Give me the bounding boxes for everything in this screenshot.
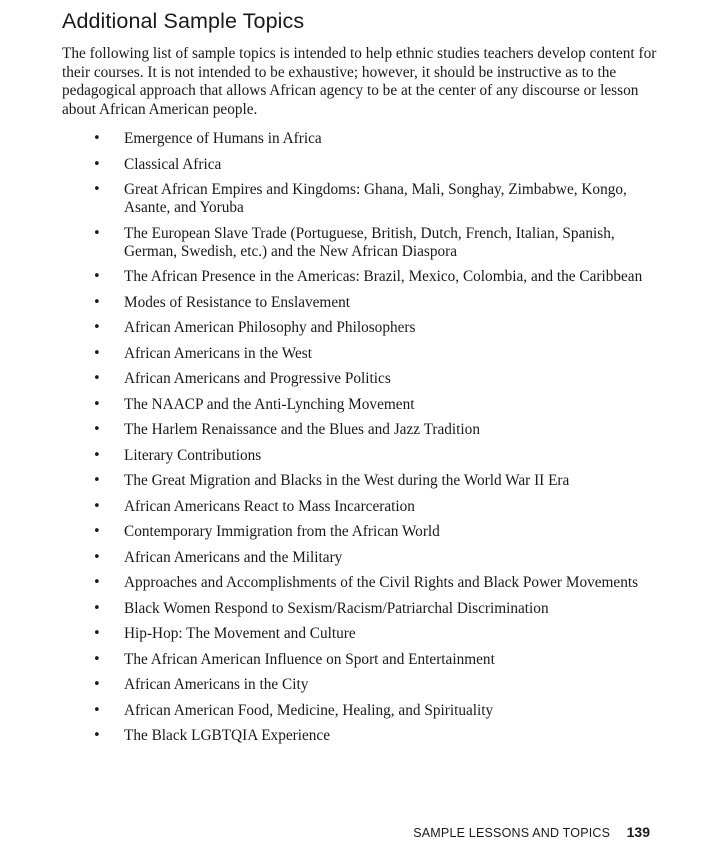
list-item-text: Black Women Respond to Sexism/Racism/Patriarchal Discrimination bbox=[124, 599, 549, 617]
list-item bbox=[0, 181, 644, 217]
list-item bbox=[0, 319, 644, 337]
list-item-text: African American Food, Medicine, Healing, and Spirituality bbox=[124, 701, 494, 719]
list-item-text: The NAACP and the Anti-Lynching Movement bbox=[124, 395, 415, 413]
list-item-text: Great African Empires and Kingdoms: Ghana, Mali, Songhay, Zimbabwe, Kongo, Asante, and Yoruba bbox=[124, 181, 627, 217]
list-item bbox=[0, 574, 644, 592]
list-item-text: Classical Africa bbox=[124, 155, 222, 173]
list-item bbox=[0, 727, 644, 745]
footer-section-label: SAMPLE LESSONS AND TOPICS bbox=[413, 826, 611, 840]
bullet-icon: • bbox=[93, 702, 101, 718]
list-item bbox=[0, 600, 644, 618]
page-number: 139 bbox=[626, 824, 650, 840]
list-item-text: The African American Influence on Sport and Entertainment bbox=[124, 650, 495, 668]
list-item bbox=[0, 447, 644, 465]
list-item bbox=[0, 345, 644, 363]
list-item bbox=[0, 625, 644, 643]
list-item bbox=[0, 268, 644, 286]
list-item bbox=[0, 225, 644, 261]
list-item bbox=[0, 676, 644, 694]
bullet-icon: • bbox=[93, 728, 101, 744]
bullet-icon: • bbox=[93, 575, 101, 591]
list-item-text: African Americans React to Mass Incarceration bbox=[124, 497, 415, 515]
bullet-icon: • bbox=[93, 182, 101, 197]
bullet-icon: • bbox=[93, 600, 101, 616]
list-item-text: Literary Contributions bbox=[124, 446, 262, 464]
bullet-icon: • bbox=[93, 294, 101, 310]
list-item-text: Approaches and Accomplishments of the Civil Rights and Black Power Movements bbox=[124, 574, 639, 592]
list-item-text: The Harlem Renaissance and the Blues and Jazz Tradition bbox=[124, 421, 480, 439]
bullet-icon: • bbox=[93, 651, 101, 667]
list-item-text: The Great Migration and Blacks in the West during the World War II Era bbox=[124, 472, 570, 490]
list-item bbox=[0, 396, 644, 414]
list-item bbox=[0, 472, 644, 490]
intro-paragraph: The following list of sample topics is intended to help ethnic studies teachers develop content for their courses. It is not intended to be exhaustive; however, it should be instructive as to the pedagogical approach that allows African agency to be at the center of any discourse or lesson about African American people. bbox=[62, 45, 657, 119]
list-item-text: Emergence of Humans in Africa bbox=[124, 130, 322, 147]
list-item bbox=[0, 702, 644, 720]
list-item-text: African Americans and Progressive Politics bbox=[124, 370, 391, 388]
list-item-text: African Americans in the City bbox=[124, 676, 309, 694]
list-item-text: African Americans and the Military bbox=[124, 548, 343, 566]
bullet-icon: • bbox=[93, 320, 101, 336]
list-item bbox=[0, 651, 644, 669]
list-item bbox=[0, 370, 644, 388]
list-item bbox=[0, 156, 644, 174]
bullet-icon: • bbox=[93, 473, 101, 489]
list-item bbox=[0, 130, 644, 148]
bullet-icon: • bbox=[93, 396, 101, 412]
bullet-icon: • bbox=[93, 131, 101, 146]
bullet-icon: • bbox=[93, 422, 101, 438]
list-item-text: Hip-Hop: The Movement and Culture bbox=[124, 625, 356, 643]
list-item-text: African Americans in the West bbox=[124, 344, 312, 362]
bullet-icon: • bbox=[93, 498, 101, 514]
list-item bbox=[0, 294, 644, 312]
bullet-icon: • bbox=[93, 225, 101, 241]
bullet-icon: • bbox=[93, 371, 101, 387]
bullet-icon: • bbox=[93, 626, 101, 642]
bullet-icon: • bbox=[93, 156, 101, 172]
list-item-text: African American Philosophy and Philosophers bbox=[124, 319, 416, 337]
topic-list bbox=[0, 130, 711, 753]
bullet-icon: • bbox=[93, 677, 101, 693]
bullet-icon: • bbox=[93, 549, 101, 565]
list-item-text: Modes of Resistance to Enslavement bbox=[124, 293, 351, 311]
page-footer bbox=[413, 824, 650, 842]
bullet-icon: • bbox=[93, 269, 101, 285]
list-item bbox=[0, 523, 644, 541]
list-item-text: Contemporary Immigration from the African World bbox=[124, 523, 440, 541]
list-item bbox=[0, 549, 644, 567]
bullet-icon: • bbox=[93, 524, 101, 540]
list-item-text: The African Presence in the Americas: Brazil, Mexico, Colombia, and the Caribbean bbox=[124, 268, 643, 286]
list-item bbox=[0, 421, 644, 439]
bullet-icon: • bbox=[93, 345, 101, 361]
page-title: Additional Sample Topics bbox=[62, 9, 305, 33]
list-item-text: The Black LGBTQIA Experience bbox=[124, 727, 331, 745]
bullet-icon: • bbox=[93, 447, 101, 463]
list-item bbox=[0, 498, 644, 516]
list-item-text: The European Slave Trade (Portuguese, British, Dutch, French, Italian, Spanish, German, Swedish, etc.) and the New African Diaspora bbox=[124, 224, 615, 260]
